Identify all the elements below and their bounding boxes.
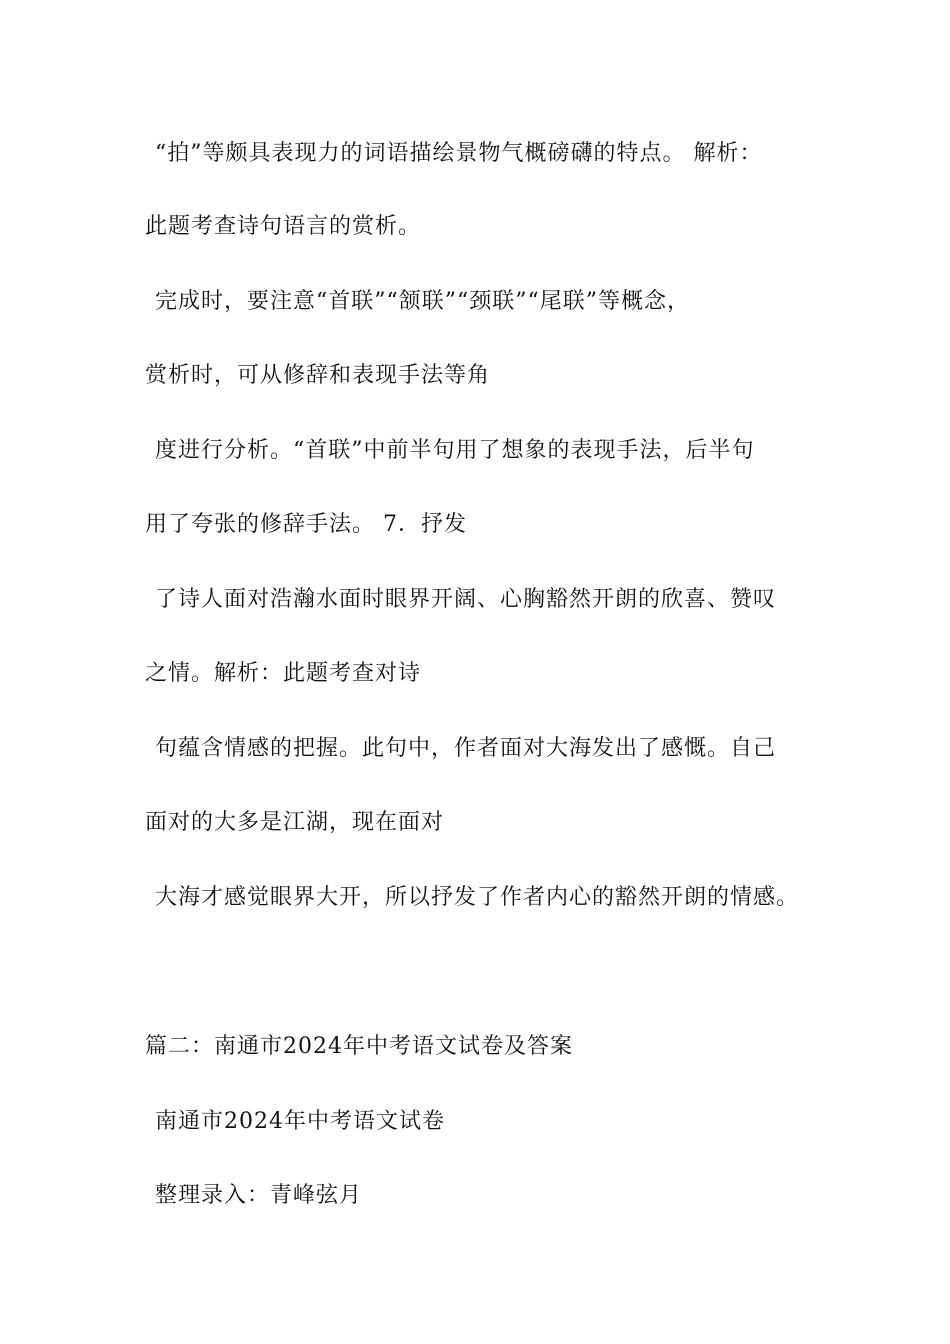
- document-title: 南通市2024年中考语文试卷: [155, 1109, 445, 1134]
- text-line-6: 用了夸张的修辞手法。 7．抒发: [145, 512, 467, 537]
- text-line-5: 度进行分析。“首联”中前半句用了想象的表现手法，后半句: [155, 438, 755, 463]
- text-line-2: 此题考查诗句语言的赏析。: [145, 214, 422, 239]
- text-line-9: 句蕴含情感的把握。此句中，作者面对大海发出了感慨。自己: [155, 736, 777, 761]
- document-credit: 整理录入：青峰弦月: [155, 1183, 363, 1208]
- text-line-3: 完成时，要注意“首联”“颔联”“颈联”“尾联”等概念，: [155, 289, 690, 314]
- text-line-8: 之情。解析：此题考查对诗: [145, 661, 422, 686]
- text-line-10: 面对的大多是江湖，现在面对: [145, 810, 445, 835]
- text-line-7: 了诗人面对浩瀚水面时眼界开阔、心胸豁然开朗的欣喜、赞叹: [155, 587, 777, 612]
- text-line-1: “拍”等颇具表现力的词语描绘景物气概磅礴的特点。 解析：: [155, 141, 763, 166]
- text-line-4: 赏析时，可从修辞和表现手法等角: [145, 363, 491, 388]
- text-line-11: 大海才感觉眼界大开，所以抒发了作者内心的豁然开朗的情感。: [155, 885, 800, 910]
- section-heading: 篇二：南通市2024年中考语文试卷及答案: [145, 1034, 573, 1059]
